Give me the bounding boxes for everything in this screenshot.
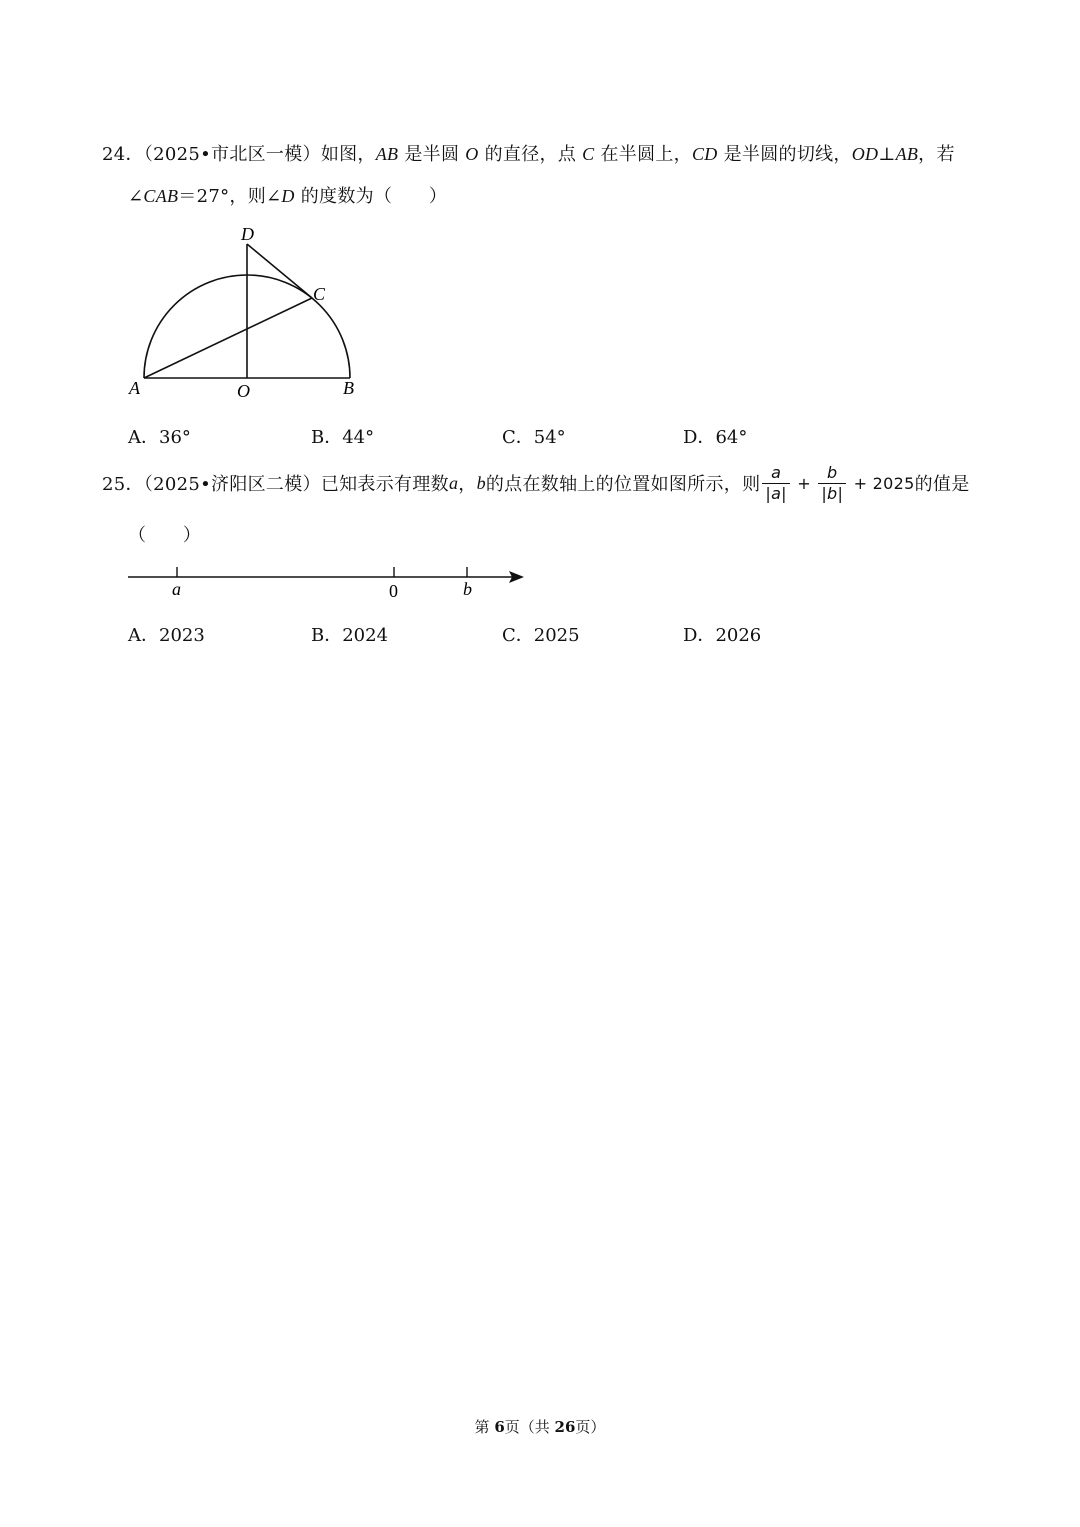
q25-option-a[interactable] bbox=[128, 621, 205, 647]
fraction-b-over-abs-b bbox=[818, 463, 846, 504]
option-value: 2024 bbox=[342, 625, 389, 646]
option-letter: A． bbox=[128, 625, 159, 646]
q24-d: D bbox=[281, 186, 295, 206]
page-number: 6 bbox=[494, 1418, 505, 1436]
label-b: b bbox=[463, 579, 472, 599]
q24-od: OD bbox=[851, 144, 879, 164]
q24-option-d[interactable] bbox=[683, 423, 747, 449]
q25-option-d[interactable] bbox=[683, 621, 761, 647]
answer-paren: （ ） bbox=[128, 525, 202, 546]
option-value: 44° bbox=[342, 427, 375, 448]
label-o: O bbox=[237, 381, 250, 401]
q24-text: ，若 bbox=[918, 144, 955, 165]
label-b: B bbox=[343, 378, 354, 398]
q24-o: O bbox=[465, 144, 479, 164]
frac-denominator: |a| bbox=[762, 483, 790, 504]
q24-text: 是半圆的切线， bbox=[717, 144, 852, 165]
question-24-line-1 bbox=[102, 140, 955, 166]
q24-cd: CD bbox=[691, 144, 718, 164]
q24-ab: AB bbox=[375, 144, 399, 164]
q24-cab: CAB bbox=[143, 186, 179, 206]
option-letter: C． bbox=[502, 427, 534, 448]
q24-text: 的度数为（ ） bbox=[294, 186, 448, 207]
q24-text: 的直径，点 bbox=[478, 144, 583, 165]
q25-option-c[interactable] bbox=[502, 621, 580, 647]
option-value: 64° bbox=[715, 427, 748, 448]
semicircle-figure bbox=[120, 220, 370, 405]
q24-option-b[interactable] bbox=[311, 423, 374, 449]
label-a: a bbox=[172, 579, 181, 599]
label-a: A bbox=[129, 378, 140, 398]
q25-a: a bbox=[448, 472, 459, 493]
option-value: 36° bbox=[159, 427, 191, 448]
option-value: 54° bbox=[533, 427, 566, 448]
option-letter: D． bbox=[683, 427, 716, 448]
q25-text: 的点在数轴上的位置如图所示，则 bbox=[485, 474, 761, 495]
perp-symbol: ⊥ bbox=[878, 144, 896, 165]
option-letter: C． bbox=[502, 625, 534, 646]
q24-option-a[interactable] bbox=[128, 423, 191, 449]
plus-sign: + bbox=[791, 473, 817, 493]
footer-text: 页（共 bbox=[504, 1418, 555, 1436]
plus-2025: + 2025 bbox=[848, 473, 915, 493]
question-24-line-2 bbox=[128, 182, 447, 208]
option-letter: B． bbox=[311, 427, 343, 448]
frac-numerator: b bbox=[827, 462, 838, 482]
tangent-dc bbox=[247, 244, 312, 298]
total-pages: 26 bbox=[554, 1418, 576, 1436]
frac-numerator: a bbox=[771, 462, 782, 482]
option-value: 2023 bbox=[159, 625, 205, 646]
q24-option-c[interactable] bbox=[502, 423, 566, 449]
q25-text: ， bbox=[458, 474, 477, 495]
question-25-line-2 bbox=[128, 521, 201, 547]
label-c: C bbox=[313, 284, 326, 304]
option-letter: A． bbox=[128, 427, 159, 448]
option-letter: D． bbox=[683, 625, 716, 646]
q24-ab: AB bbox=[895, 144, 919, 164]
option-value: 2026 bbox=[715, 625, 762, 646]
q24-text: ＝27°，则∠ bbox=[178, 186, 282, 207]
footer-text: 第 bbox=[474, 1418, 495, 1436]
question-25-line-1 bbox=[102, 460, 970, 506]
q25-prefix: 25．（2025•济阳区二模）已知表示有理数 bbox=[102, 474, 449, 495]
q24-text: 在半圆上， bbox=[594, 144, 692, 165]
q24-text: 是半圆 bbox=[398, 144, 466, 165]
frac-denominator: |b| bbox=[818, 483, 846, 504]
q25-text: 的值是 bbox=[914, 474, 970, 495]
option-value: 2025 bbox=[533, 625, 580, 646]
q24-c: C bbox=[582, 144, 595, 164]
footer-text: 页） bbox=[575, 1418, 606, 1436]
fraction-a-over-abs-a bbox=[762, 463, 790, 504]
q24-prefix: 24．（2025•市北区一模）如图， bbox=[102, 144, 376, 165]
page-footer bbox=[0, 1416, 1080, 1437]
angle-symbol: ∠ bbox=[128, 186, 144, 207]
q25-option-b[interactable] bbox=[311, 621, 388, 647]
number-line bbox=[120, 560, 540, 605]
q25-b: b bbox=[476, 472, 486, 493]
option-letter: B． bbox=[311, 625, 343, 646]
label-zero: 0 bbox=[389, 581, 398, 601]
label-d: D bbox=[241, 224, 254, 244]
